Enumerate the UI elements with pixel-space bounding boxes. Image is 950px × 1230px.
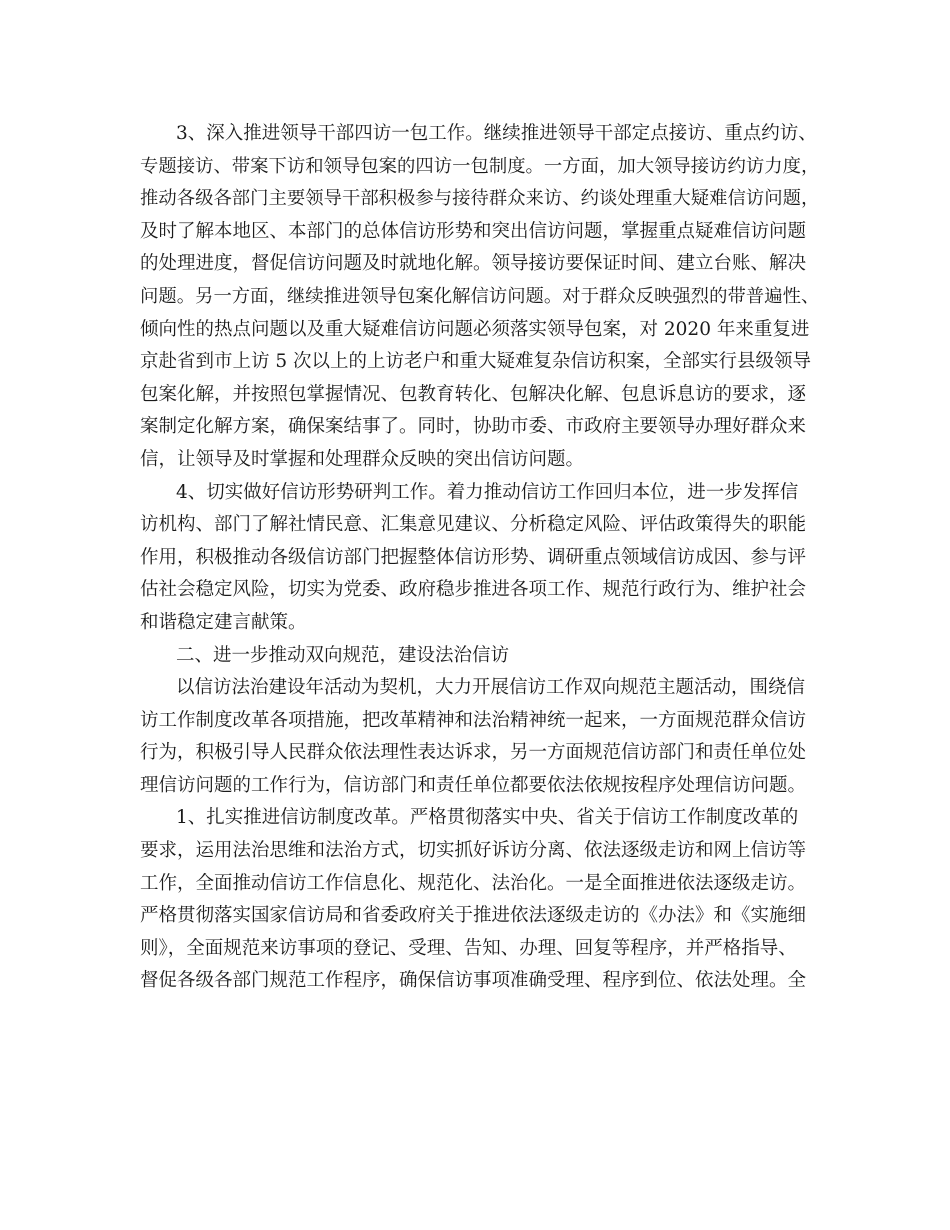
text-line: 行为，积极引导人民群众依法理性表达诉求，另一方面规范信访部门和责任单位处 xyxy=(140,742,807,764)
text-line: 3、深入推进领导干部四访一包工作。继续推进领导干部定点接访、重点约访、 xyxy=(176,123,817,144)
text-line: 1、扎实推进信访制度改革。严格贯彻落实中央、省关于信访工作制度改革的 xyxy=(176,807,799,829)
text-line: 以信访法治建设年活动为契机，大力开展信访工作双向规范主题活动，围绕信 xyxy=(176,677,806,699)
text-line: 倾向性的热点问题以及重大疑难信访问题必须落实领导包案，对 2020 年来重复进 xyxy=(140,318,810,340)
text-line: 估社会稳定风险，切实为党委、政府稳步推进各项工作、规范行政行为、维护社会 xyxy=(140,579,807,601)
text-line: 访工作制度改革各项措施，把改革精神和法治精神统一起来，一方面规范群众信访 xyxy=(140,709,807,731)
text-line: 工作，全面推动信访工作信息化、规范化、法治化。一是全面推进依法逐级走访。 xyxy=(140,872,807,894)
text-line: 要求，运用法治思维和法治方式，切实抓好诉访分离、依法逐级走访和网上信访等 xyxy=(140,840,807,862)
text-line: 严格贯彻落实国家信访局和省委政府关于推进依法逐级走访的《办法》和《实施细 xyxy=(140,905,807,927)
text-line: 作用，积极推动各级信访部门把握整体信访形势、调研重点领域信访成因、参与评 xyxy=(140,546,807,568)
text-line: 理信访问题的工作行为，信访部门和责任单位都要依法依规按程序处理信访问题。 xyxy=(140,774,807,796)
text-line: 推动各级各部门主要领导干部积极参与接待群众来访、约谈处理重大疑难信访问题， xyxy=(140,188,820,210)
text-line: 访机构、部门了解社情民意、汇集意见建议、分析稳定风险、评估政策得失的职能 xyxy=(140,514,807,536)
text-line: 则》，全面规范来访事项的登记、受理、告知、办理、回复等程序，并严格指导、 xyxy=(140,937,797,959)
text-line: 问题。另一方面，继续推进领导包案化解信访问题。对于群众反映强烈的带普遍性、 xyxy=(140,285,820,307)
text-line: 信，让领导及时掌握和处理群众反映的突出信访问题。 xyxy=(140,448,585,470)
text-line: 专题接访、带案下访和领导包案的四访一包制度。一方面，加大领导接访约访力度， xyxy=(140,155,820,177)
text-line: 4、切实做好信访形势研判工作。着力推动信访工作回归本位，进一步发挥信 xyxy=(176,481,799,503)
text-line: 和谐稳定建言献策。 xyxy=(140,611,307,633)
text-line: 案制定化解方案，确保案结事了。同时，协助市委、市政府主要领导办理好群众来 xyxy=(140,416,807,438)
section-heading: 二、进一步推动双向规范，建设法治信访 xyxy=(176,644,510,666)
text-line: 的处理进度，督促信访问题及时就地化解。领导接访要保证时间、建立台账、解决 xyxy=(140,253,807,275)
text-line: 督促各级各部门规范工作程序，确保信访事项准确受理、程序到位、依法处理。全 xyxy=(140,970,807,992)
text-line: 及时了解本地区、本部门的总体信访形势和突出信访问题，掌握重点疑难信访问题 xyxy=(140,220,807,242)
document-body xyxy=(140,118,820,998)
text-line: 京赴省到市上访 5 次以上的上访老户和重大疑难复杂信访积案，全部实行县级领导 xyxy=(140,351,812,373)
text-line: 包案化解，并按照包掌握情况、包教育转化、包解决化解、包息诉息访的要求，逐 xyxy=(140,383,807,405)
